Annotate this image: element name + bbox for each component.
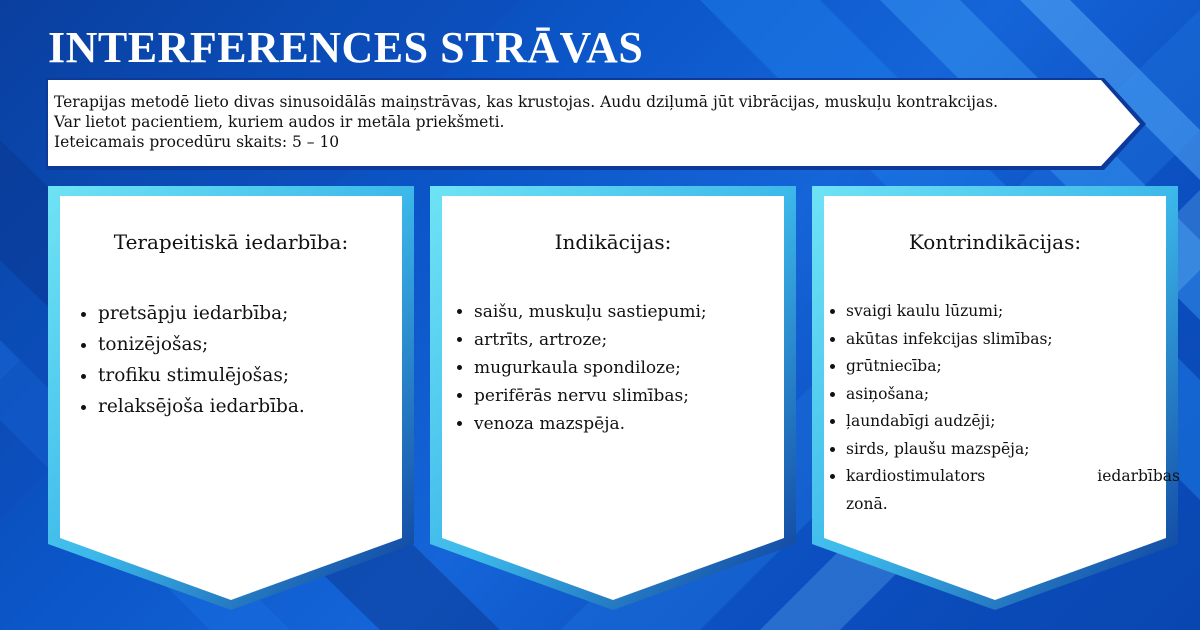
list-item: • perifērās nervu slimības;	[474, 382, 794, 410]
card-contraindications	[812, 186, 1178, 610]
card-heading: Kontrindikācijas:	[908, 230, 1082, 254]
list-item-word: iedarbības	[1097, 467, 1180, 485]
card-heading: Terapeitiskā iedarbība:	[113, 230, 349, 254]
list-item: • akūtas infekcijas slimības;	[846, 326, 1180, 354]
list-item: • tonizējošas;	[98, 329, 398, 360]
bullet-list	[76, 298, 398, 422]
intro-line: Ieteicamais procedūru skaits: 5 – 10	[54, 133, 340, 151]
list-item: • artrīts, artroze;	[474, 326, 794, 354]
list-item: • saišu, muskuļu sastiepumi;	[474, 298, 794, 326]
intro-line: Terapijas metodē lieto divas sinusoidālās maiņstrāvas, kas krustojas. Audu dziļumā jūt vibrācijas, muskuļu kontrakcijas.	[54, 93, 999, 111]
list-item: • venoza mazspēja.	[474, 410, 794, 438]
intro-text	[54, 92, 1074, 152]
list-item: • asiņošana;	[846, 381, 1180, 409]
list-item-line: zonā.	[846, 494, 888, 513]
list-item: • sirds, plaušu mazspēja;	[846, 436, 1180, 464]
bullet-list	[824, 298, 1180, 518]
list-item: • mugurkaula spondiloze;	[474, 354, 794, 382]
list-item: • svaigi kaulu lūzumi;	[846, 298, 1180, 326]
page-title: INTERFERENCES STRĀVAS	[48, 23, 644, 72]
card-indications	[430, 186, 796, 610]
card-therapeutic-effect	[48, 186, 414, 610]
bullet-list	[452, 298, 794, 438]
list-item: • ļaundabīgi audzēji;	[846, 408, 1180, 436]
list-item	[846, 463, 1180, 518]
list-item: • trofiku stimulējošas;	[98, 360, 398, 391]
card-heading: Indikācijas:	[554, 230, 672, 254]
list-item-word: • kardiostimulators	[846, 467, 986, 485]
list-item-line	[846, 463, 1180, 491]
intro-line: Var lietot pacientiem, kuriem audos ir metāla priekšmeti.	[54, 113, 505, 131]
list-item: • relaksējoša iedarbība.	[98, 391, 398, 422]
list-item: • grūtniecība;	[846, 353, 1180, 381]
list-item: • pretsāpju iedarbība;	[98, 298, 398, 329]
